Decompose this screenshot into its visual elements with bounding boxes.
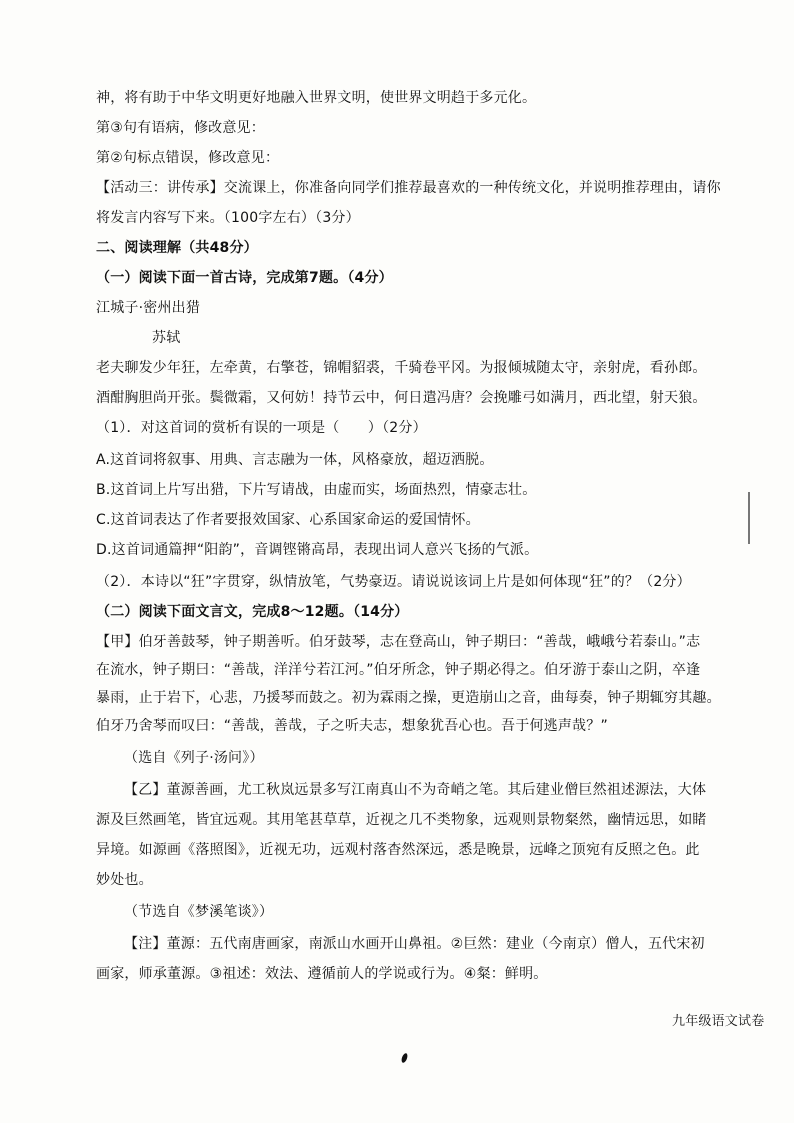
passage-line: 妙处也。	[96, 872, 153, 888]
passage-line: 在流水，钟子期曰：“善哉，洋洋兮若江河。”伯牙所念，钟子期必得之。伯牙游于泰山之阴，卒逢	[96, 662, 701, 678]
option-b: B.这首词上片写出猎，下片写请战，由虚而实，场面热烈，情豪志壮。	[96, 482, 537, 498]
ink-dot	[400, 1052, 408, 1063]
poem-author: 苏轼	[152, 330, 181, 346]
source-note: （节选自《梦溪笔谈》）	[124, 904, 274, 920]
annotation-line: 画家，师承董源。③祖述：效法、遵循前人的学说或行为。④粲：鲜明。	[96, 966, 548, 982]
option-a: A.这首词将叙事、用典、言志融为一体，风格豪放，超迈洒脱。	[96, 452, 494, 468]
text-line: 第③句有语病，修改意见：	[96, 120, 265, 136]
page-footer: 九年级语文试卷	[672, 1014, 765, 1029]
annotation-line: 【注】董源：五代南唐画家，南派山水画开山鼻祖。②巨然：建业（今南京）僧人，五代宋初	[124, 936, 705, 952]
subsection-heading: （二）阅读下面文言文，完成8～12题。（14分）	[96, 604, 409, 620]
text-line: 神，将有助于中华文明更好地融入世界文明，使世界文明趋于多元化。	[96, 90, 537, 106]
source-note: （选自《列子·汤问》）	[124, 750, 264, 766]
subsection-heading: （一）阅读下面一首古诗，完成第7题。（4分）	[96, 270, 393, 286]
passage-line: 伯牙乃舍琴而叹曰：“善哉，善哉，子之听夫志，想象犹吾心也。吾于何逃声哉？”	[96, 718, 608, 734]
passage-line: 源及巨然画笔，皆宜远观。其用笔甚草草，近视之几不类物象，远观则景物粲然，幽情远思，如睹	[96, 812, 707, 828]
passage-line: 异境。如源画《落照图》，近视无功，远观村落杳然深远，悉是晚景，远峰之顶宛有反照之色。此	[96, 842, 700, 858]
question: （1）．对这首词的赏析有误的一项是（ ）（2分）	[96, 420, 427, 436]
section-heading: 二、阅读理解（共48分）	[96, 240, 258, 256]
poem-title: 江城子·密州出猎	[96, 300, 201, 316]
scan-artifact	[748, 492, 750, 544]
passage-line: 【乙】董源善画，尤工秋岚远景多写江南真山不为奇峭之笔。其后建业僧巨然祖述源法，大体	[124, 782, 707, 798]
text-line: 将发言内容写下来。（100字左右）（3分）	[96, 210, 360, 226]
poem-line: 酒酣胸胆尚开张。鬓微霜，又何妨！持节云中，何日遣冯唐？会挽雕弓如满月，西北望，射天狼。	[96, 390, 707, 406]
text-line: 【活动三：讲传承】交流课上，你准备向同学们推荐最喜欢的一种传统文化，并说明推荐理由，请你	[96, 180, 721, 196]
passage-line: 【甲】伯牙善鼓琴，钟子期善听。伯牙鼓琴，志在登高山，钟子期曰：“善哉，峨峨兮若泰山。”志	[96, 634, 701, 650]
passage-line: 暴雨，止于岩下，心悲，乃援琴而鼓之。初为霖雨之操，更造崩山之音，曲每奏，钟子期辄穷其趣。	[96, 690, 721, 706]
option-d: D.这首词通篇押“阳韵”，音调铿锵高昂，表现出词人意兴飞扬的气派。	[96, 542, 539, 558]
poem-line: 老夫聊发少年狂，左牵黄，右擎苍，锦帽貂裘，千骑卷平冈。为报倾城随太守，亲射虎，看孙郎。	[96, 360, 707, 376]
text-line: 第②句标点错误，修改意见：	[96, 150, 280, 166]
question: （2）．本诗以“狂”字贯穿，纵情放笔，气势豪迈。请说说该词上片是如何体现“狂”的？（2分）	[96, 574, 691, 590]
option-c: C.这首词表达了作者要报效国家、心系国家命运的爱国情怀。	[96, 512, 480, 528]
